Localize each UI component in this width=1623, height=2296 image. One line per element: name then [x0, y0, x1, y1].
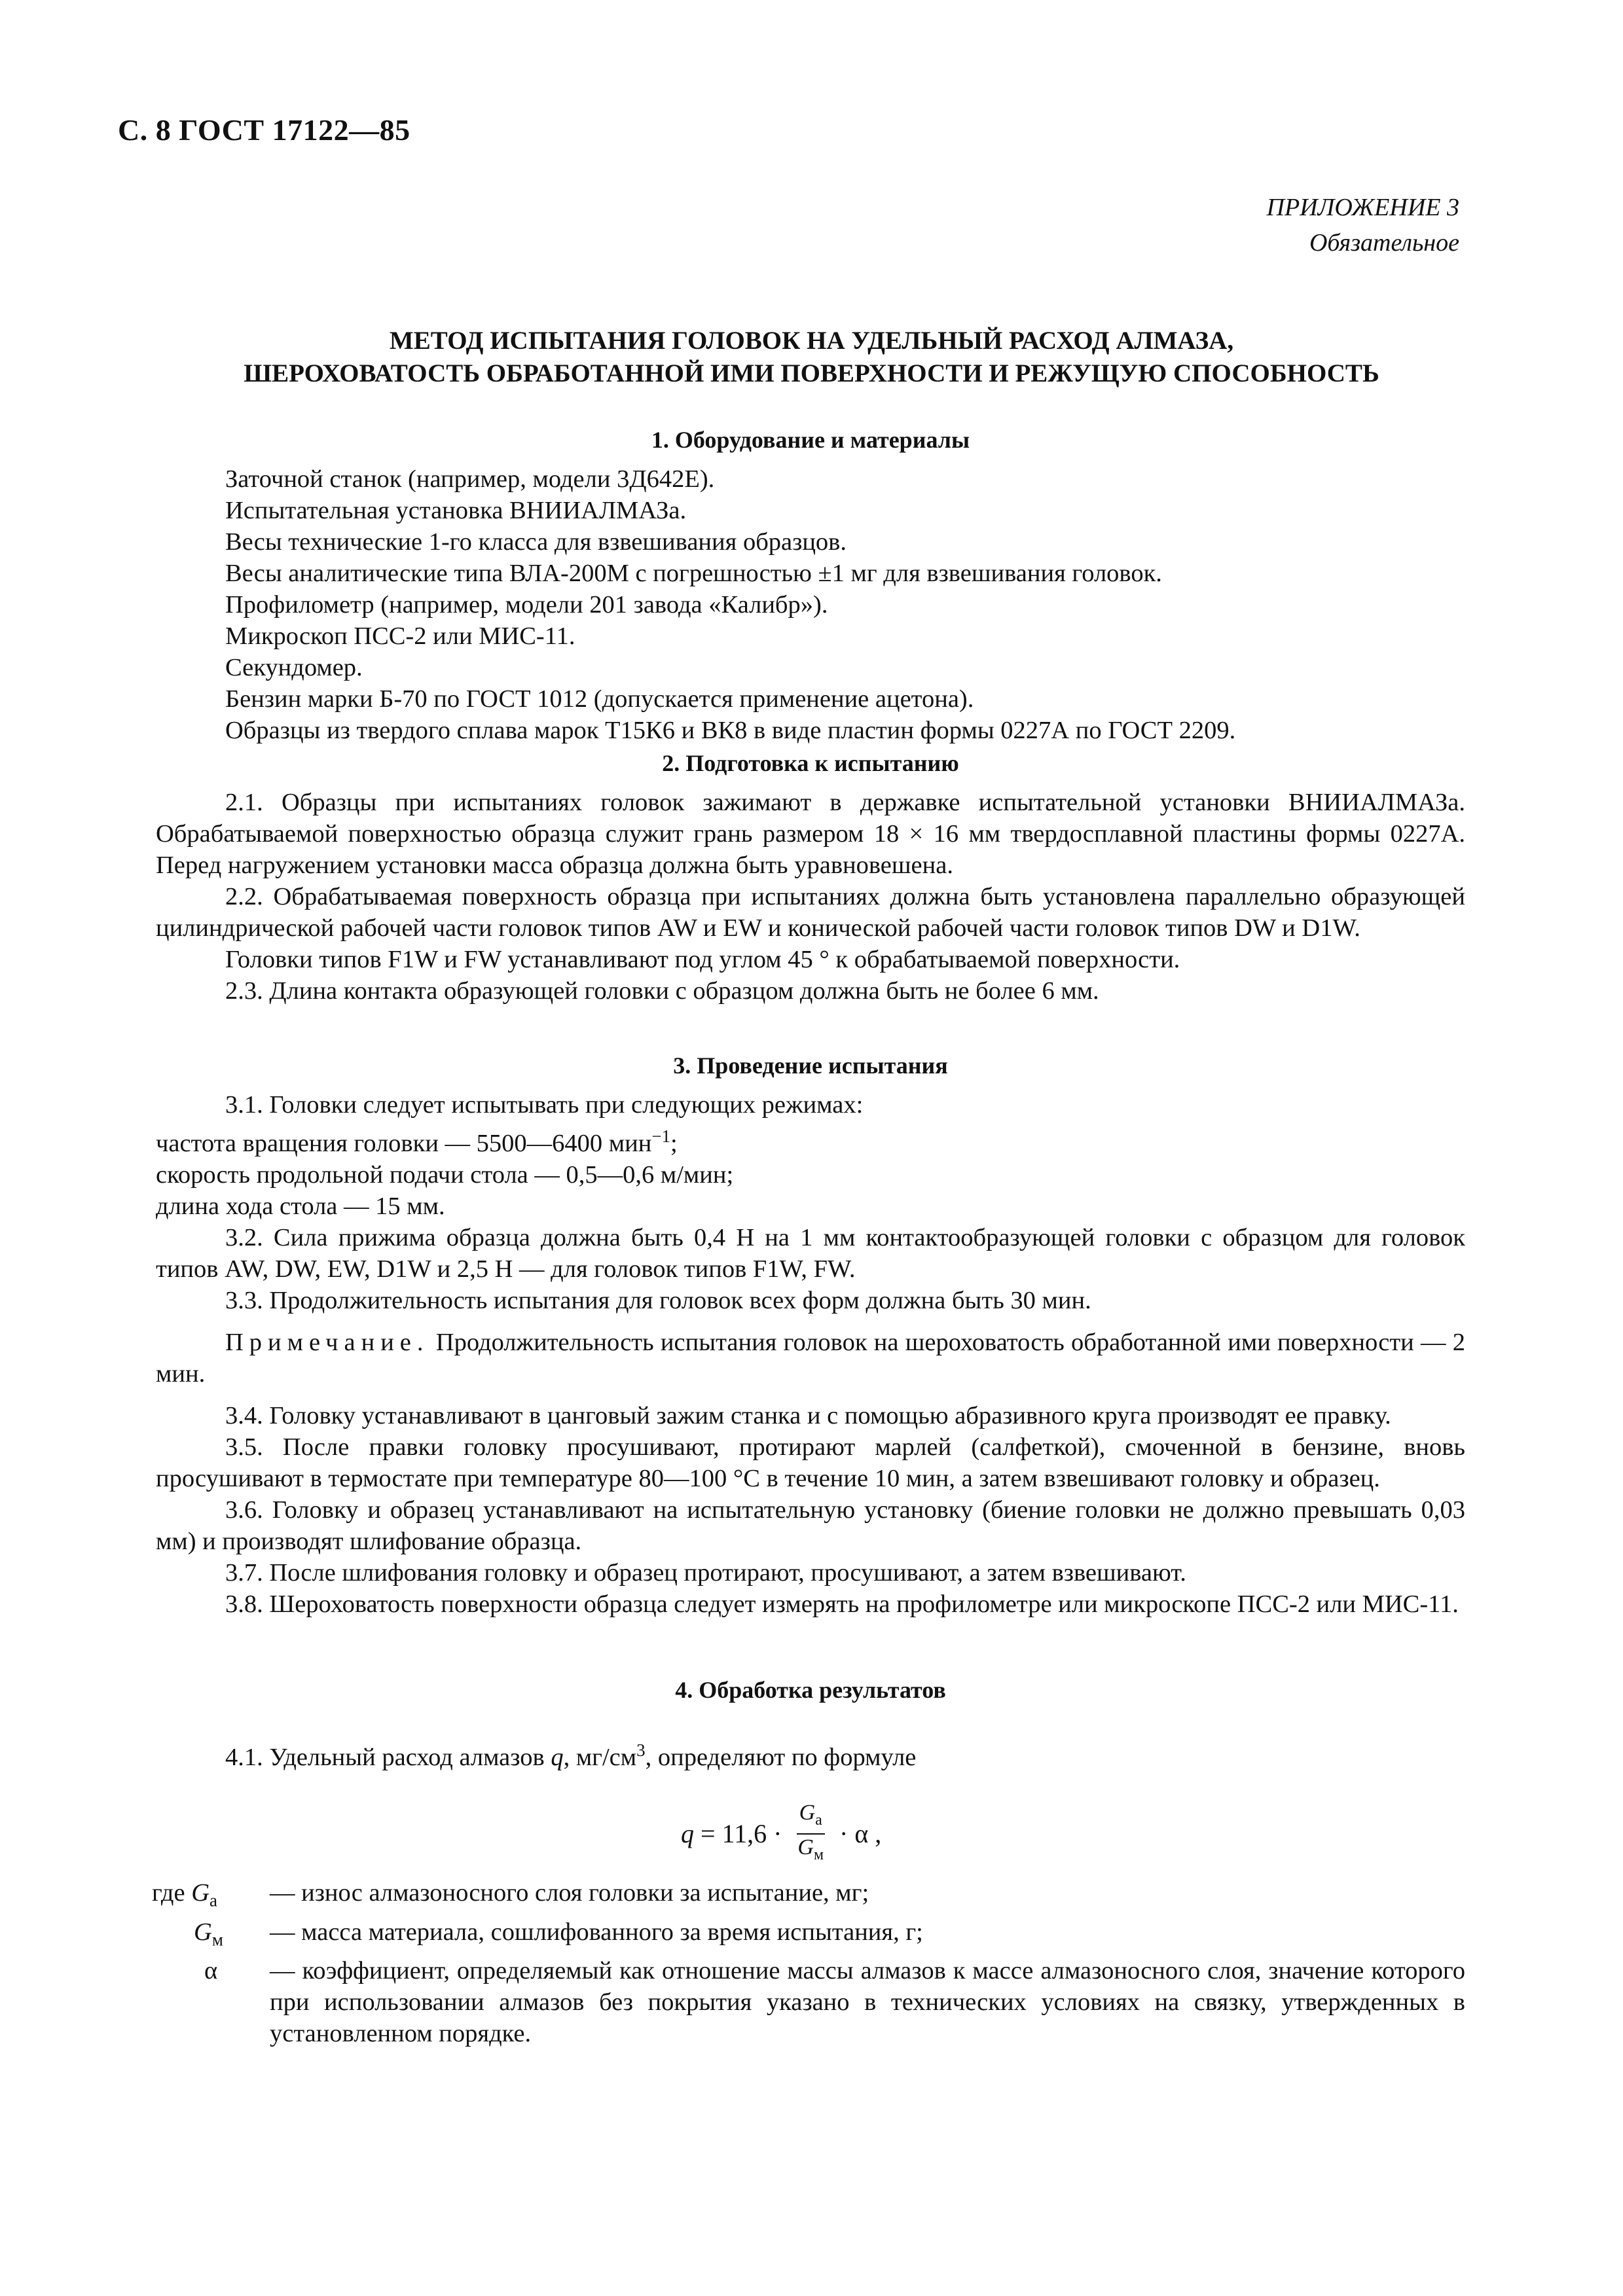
test-mode: скорость продольной подачи стола — 0,5—0,6 м/мин; — [156, 1160, 734, 1189]
note-label: Примечание. — [225, 1328, 429, 1356]
paragraph — [156, 1734, 1465, 1773]
definition-row — [152, 1955, 1465, 2049]
paragraph: 3.3. Продолжительность испытания для головок всех форм должна быть 30 мин. — [225, 1286, 1091, 1314]
paragraph: 3.2. Сила прижима образца должна быть 0,4 Н на 1 мм контактообразующей головки с образцом для головок типов AW, DW, EW, D1W и 2,5 Н — для головок типов F1W, FW. — [156, 1223, 1465, 1283]
subscript: а — [815, 1811, 822, 1829]
paragraph: 3.1. Головки следует испытывать при следующих режимах: — [225, 1091, 864, 1119]
text: , мг/см — [563, 1743, 637, 1771]
where-label: где — [152, 1879, 185, 1907]
symbol: G — [191, 1879, 210, 1907]
test-mode-text: частота вращения головки — 5500—6400 мин — [156, 1129, 652, 1157]
note-text: Продолжительность испытания головок на шероховатость обработанной ими поверхности — 2 мин. — [156, 1328, 1465, 1388]
section-3 — [156, 1050, 1465, 1620]
title-line-1: МЕТОД ИСПЫТАНИЯ ГОЛОВОК НА УДЕЛЬНЫЙ РАСХОД АЛМАЗА, — [389, 327, 1234, 355]
paragraph: 2.1. Образцы при испытаниях головок зажимают в державке испытательной установки ВНИИАЛМАЗа. Обрабатываемой поверхностью образца служит грань размером 18 × 16 мм твердосплавной пластины формы 0227А. Перед нагружением установки масса образца должна быть уравновешена. — [156, 789, 1465, 879]
definition-row — [152, 1916, 1465, 1956]
definition-key — [152, 1955, 270, 2049]
list-item: Весы аналитические типа ВЛА-200М с погрешностью ±1 мг для взвешивания головок. — [225, 560, 1162, 587]
section-heading: 4. Обработка результатов — [675, 1677, 946, 1703]
subscript: а — [210, 1890, 217, 1910]
page-header: С. 8 ГОСТ 17122—85 — [118, 113, 410, 147]
list-item: Секундомер. — [225, 654, 363, 681]
title-line-2: ШЕРОХОВАТОСТЬ ОБРАБОТАННОЙ ИМИ ПОВЕРХНОСТИ И РЕЖУЩУЮ СПОСОБНОСТЬ — [244, 359, 1379, 387]
paragraph: 3.6. Головку и образец устанавливают на испытательную установку (биение головки не должно превышать 0,03 мм) и производят шлифование образца. — [156, 1496, 1465, 1555]
text: 4.1. Удельный расход алмазов — [225, 1743, 551, 1771]
fraction-numerator — [797, 1800, 825, 1835]
symbol: G — [194, 1918, 212, 1946]
unit-exponent: 3 — [636, 1740, 646, 1760]
list-item: Весы технические 1-го класса для взвешивания образцов. — [225, 528, 847, 556]
definition-text: — коэффициент, определяемый как отношение массы алмазов к массе алмазоносного слоя, значение которого при использовании алмазов без покрытия указано в технических условиях на связку, утвержденных в установленном порядке. — [270, 1957, 1465, 2048]
test-mode-end: ; — [670, 1129, 678, 1157]
definition-text: — износ алмазоносного слоя головки за испытание, мг; — [270, 1879, 869, 1907]
definition-row — [152, 1877, 1465, 1916]
formula — [681, 1800, 881, 1868]
test-mode — [156, 1121, 1465, 1159]
section-2 — [156, 747, 1465, 1007]
paragraph: Головки типов F1W и FW устанавливают под углом 45 ° к обрабатываемой поверхности. — [225, 946, 1180, 973]
formula-fraction — [795, 1800, 826, 1868]
symbol-definitions — [152, 1877, 1465, 2049]
fraction-denominator — [795, 1835, 826, 1868]
text: , определяют по формуле — [645, 1743, 917, 1771]
annex-label: ПРИЛОЖЕНИЕ 3 — [1266, 194, 1459, 221]
equipment-list — [156, 463, 1465, 746]
definition-key — [152, 1916, 270, 1956]
section-1 — [156, 424, 1465, 746]
test-mode: длина хода стола — 15 мм. — [156, 1192, 445, 1220]
paragraph: 2.3. Длина контакта образующей головки с образцом должна быть не более 6 мм. — [225, 977, 1099, 1005]
definition-text: — масса материала, сошлифованного за время испытания, г; — [270, 1918, 923, 1946]
symbol-g: G — [799, 1801, 816, 1825]
annex-label-block — [1267, 190, 1459, 260]
section-heading: 1. Оборудование и материалы — [651, 427, 970, 453]
formula-coef: = 11,6 · — [694, 1819, 789, 1849]
symbol-q: q — [551, 1743, 564, 1771]
list-item: Образцы из твердого сплава марок Т15К6 и ВК8 в виде пластин формы 0227А по ГОСТ 2209. — [225, 717, 1236, 744]
paragraph: 2.2. Обрабатываемая поверхность образца при испытаниях должна быть установлена параллельно образующей цилиндрической рабочей части головок типов AW и EW и конической рабочей части головок типов DW и D1W. — [156, 883, 1465, 942]
symbol-g: G — [797, 1835, 814, 1859]
list-item: Испытательная установка ВНИИАЛМАЗа. — [225, 497, 687, 524]
paragraph: 3.7. После шлифования головку и образец протирают, просушивают, а затем взвешивают. — [225, 1558, 1186, 1587]
list-item: Заточной станок (например, модели 3Д642Е). — [225, 465, 715, 493]
subscript: м — [211, 1929, 223, 1950]
test-mode-exponent: −1 — [651, 1126, 671, 1146]
formula-lhs: q — [681, 1819, 694, 1849]
list-item: Микроскоп ПСС-2 или МИС-11. — [225, 622, 575, 650]
note — [156, 1327, 1465, 1390]
list-item: Бензин марки Б-70 по ГОСТ 1012 (допускается применение ацетона). — [225, 685, 974, 713]
subscript: м — [813, 1846, 824, 1863]
list-item: Профилометр (например, модели 201 завода «Калибр»). — [225, 591, 828, 619]
paragraph: 3.5. После правки головку просушивают, протирают марлей (салфеткой), смоченной в бензине, вновь просушивают в термостате при температуре 80—100 °С в течение 10 мин, а затем взвешивают головку и образец. — [156, 1433, 1465, 1492]
formula-rhs: · α , — [833, 1819, 882, 1849]
paragraph: 3.4. Головку устанавливают в цанговый зажим станка и с помощью абразивного круга производят ее правку. — [225, 1401, 1391, 1429]
paragraph: 3.8. Шероховатость поверхности образца следует измерять на профилометре или микроскопе ПСС-2 или МИС-11. — [225, 1590, 1459, 1618]
section-4 — [156, 1674, 1465, 1773]
definition-key — [152, 1877, 270, 1916]
symbol: α — [204, 1957, 218, 1985]
annex-status: Обязательное — [1309, 229, 1459, 257]
section-heading: 2. Подготовка к испытанию — [662, 750, 959, 776]
document-title — [131, 325, 1492, 390]
section-heading: 3. Проведение испытания — [673, 1052, 948, 1079]
